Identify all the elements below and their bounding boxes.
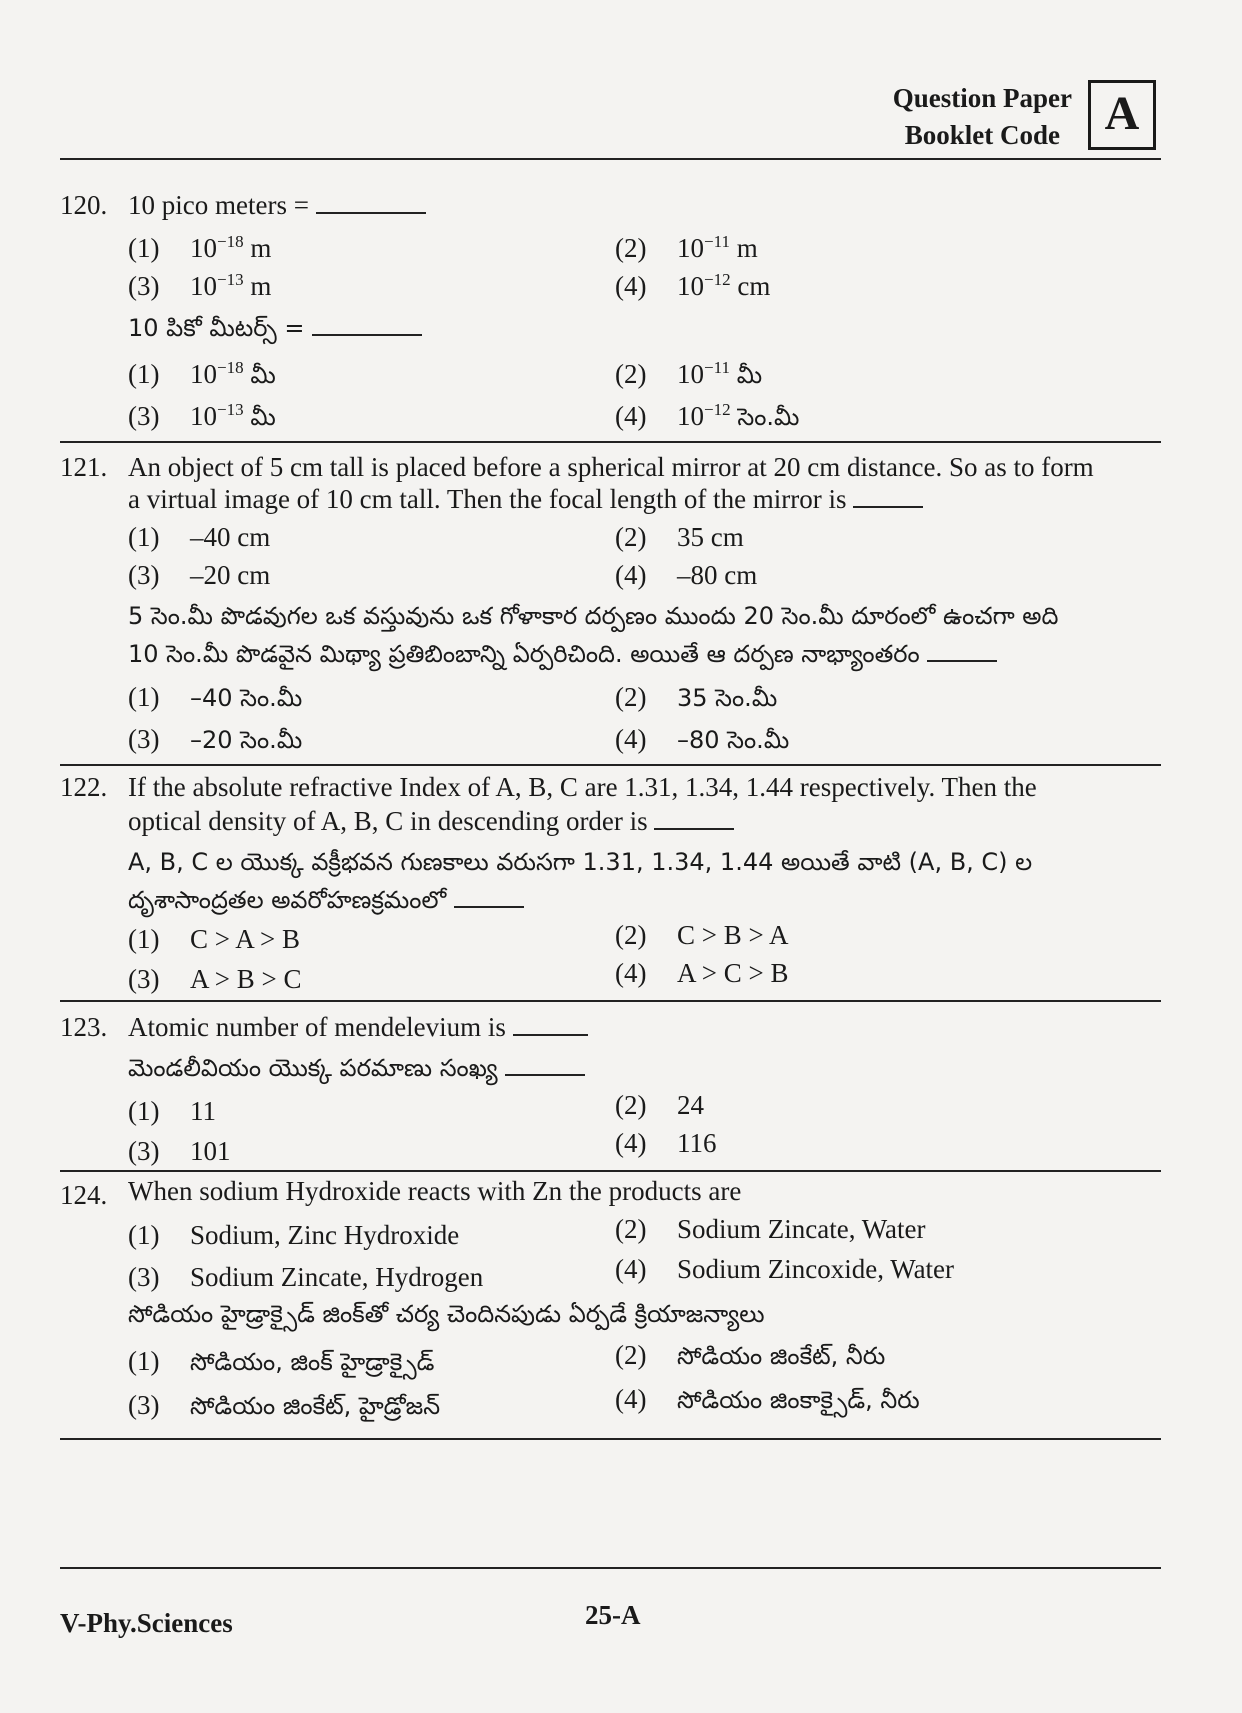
question-number: 124. [60, 1180, 108, 1210]
option-3-telugu: (3) సోడియం జింకేట్, హైడ్రోజన్ [128, 1390, 441, 1420]
question-stem-telugu-line: 10 సెం.మీ పొడవైన మిథ్యా ప్రతిబింబాన్ని ఏర్పరిచింది. అయితే ఆ దర్పణ నాభ్యాంతరం [128, 640, 997, 674]
footer-divider [60, 1567, 1161, 1569]
option-2: (2) C > B > A [615, 920, 789, 950]
question-stem-telugu-line: A, B, C ల యొక్క వక్రీభవన గుణకాలు వరుసగా 1.31, 1.34, 1.44 అయితే వాటి (A, B, C) ల [128, 848, 1033, 876]
option-4: (4) 116 [615, 1128, 717, 1158]
option-1: (1) 11 [128, 1096, 216, 1126]
question-divider [60, 1170, 1161, 1172]
question-number: 121. [60, 452, 108, 482]
option-2: (2) 24 [615, 1090, 704, 1120]
question-divider [60, 1000, 1161, 1002]
header-divider [60, 158, 1161, 160]
question-stem: When sodium Hydroxide reacts with Zn the products are [128, 1176, 742, 1206]
question-divider [60, 764, 1161, 766]
question-number: 122. [60, 772, 108, 802]
question-number: 120. [60, 190, 108, 220]
option-3: (3) 101 [128, 1136, 231, 1166]
subject-label: V-Phy.Sciences [60, 1608, 233, 1638]
question-stem-telugu-line: 5 సెం.మీ పొడవుగల ఒక వస్తువును ఒక గోళాకార దర్పణం ముందు 20 సెం.మీ దూరంలో ఉంచగా అది [128, 602, 1059, 630]
question-stem-line: optical density of A, B, C in descending order is [128, 806, 734, 837]
option-4-telugu: (4) సోడియం జింకాక్సైడ్, నీరు [615, 1384, 920, 1414]
option-4-telugu: (4) –80 సెం.మీ [615, 724, 790, 754]
option-2-telugu: (2) $10^{-11}$ మీ [615, 358, 763, 389]
option-3: (3) Sodium Zincate, Hydrogen [128, 1262, 484, 1292]
question-stem-line: An object of 5 cm tall is placed before a spherical mirror at 20 cm distance. So as to form [128, 452, 1094, 482]
option-2: (2) $10^{-11}$ m [615, 232, 758, 263]
option-1-telugu: (1) –40 సెం.మీ [128, 682, 303, 712]
question-stem-telugu: మెండలీవియం యొక్క పరమాణు సంఖ్య [128, 1054, 585, 1088]
option-1: (1) $10^{-18}$ m [128, 232, 272, 263]
question-stem: 10 pico meters = [128, 190, 426, 221]
option-2: (2) 35 cm [615, 522, 744, 552]
question-number: 123. [60, 1012, 108, 1042]
question-stem-line: a virtual image of 10 cm tall. Then the focal length of the mirror is [128, 484, 923, 515]
question-stem-telugu: సోడియం హైడ్రాక్సైడ్ జింక్‌తో చర్య చెందినపుడు ఏర్పడే క్రియాజన్యాలు [128, 1300, 765, 1328]
page-number: 25-A [585, 1600, 641, 1630]
option-1: (1) Sodium, Zinc Hydroxide [128, 1220, 460, 1250]
page-header [0, 0, 1242, 170]
option-1-telugu: (1) సోడియం, జింక్ హైడ్రాక్సైడ్ [128, 1346, 435, 1376]
option-1: (1) –40 cm [128, 522, 271, 552]
option-4: (4) –80 cm [615, 560, 758, 590]
question-stem-line: If the absolute refractive Index of A, B, C are 1.31, 1.34, 1.44 respectively. Then the [128, 772, 1037, 802]
option-4: (4) A > C > B [615, 958, 789, 988]
option-3-telugu: (3) –20 సెం.మీ [128, 724, 303, 754]
option-2: (2) Sodium Zincate, Water [615, 1214, 926, 1244]
question-divider [60, 441, 1161, 443]
booklet-code-box: A [1088, 80, 1156, 150]
question-stem-telugu: 10 పికో మీటర్స్ = [128, 314, 422, 348]
option-3: (3) $10^{-13}$ m [128, 270, 272, 301]
option-2-telugu: (2) సోడియం జింకేట్, నీరు [615, 1340, 886, 1370]
option-4-telugu: (4) $10^{-12}$ సెం.మీ [615, 400, 800, 431]
option-2-telugu: (2) 35 సెం.మీ [615, 682, 778, 712]
booklet-code-label: Question Paper Booklet Code [892, 83, 1072, 150]
question-stem-telugu-line: దృశాసాంద్రతల అవరోహణక్రమంలో [128, 886, 524, 920]
option-1: (1) C > A > B [128, 924, 300, 954]
option-3: (3) –20 cm [128, 560, 271, 590]
option-3: (3) A > B > C [128, 964, 302, 994]
option-1-telugu: (1) $10^{-18}$ మీ [128, 358, 276, 389]
question-stem: Atomic number of mendelevium is [128, 1012, 588, 1043]
question-divider [60, 1438, 1161, 1440]
option-3-telugu: (3) $10^{-13}$ మీ [128, 400, 276, 431]
option-4: (4) $10^{-12}$ cm [615, 270, 771, 301]
option-4: (4) Sodium Zincoxide, Water [615, 1254, 955, 1284]
